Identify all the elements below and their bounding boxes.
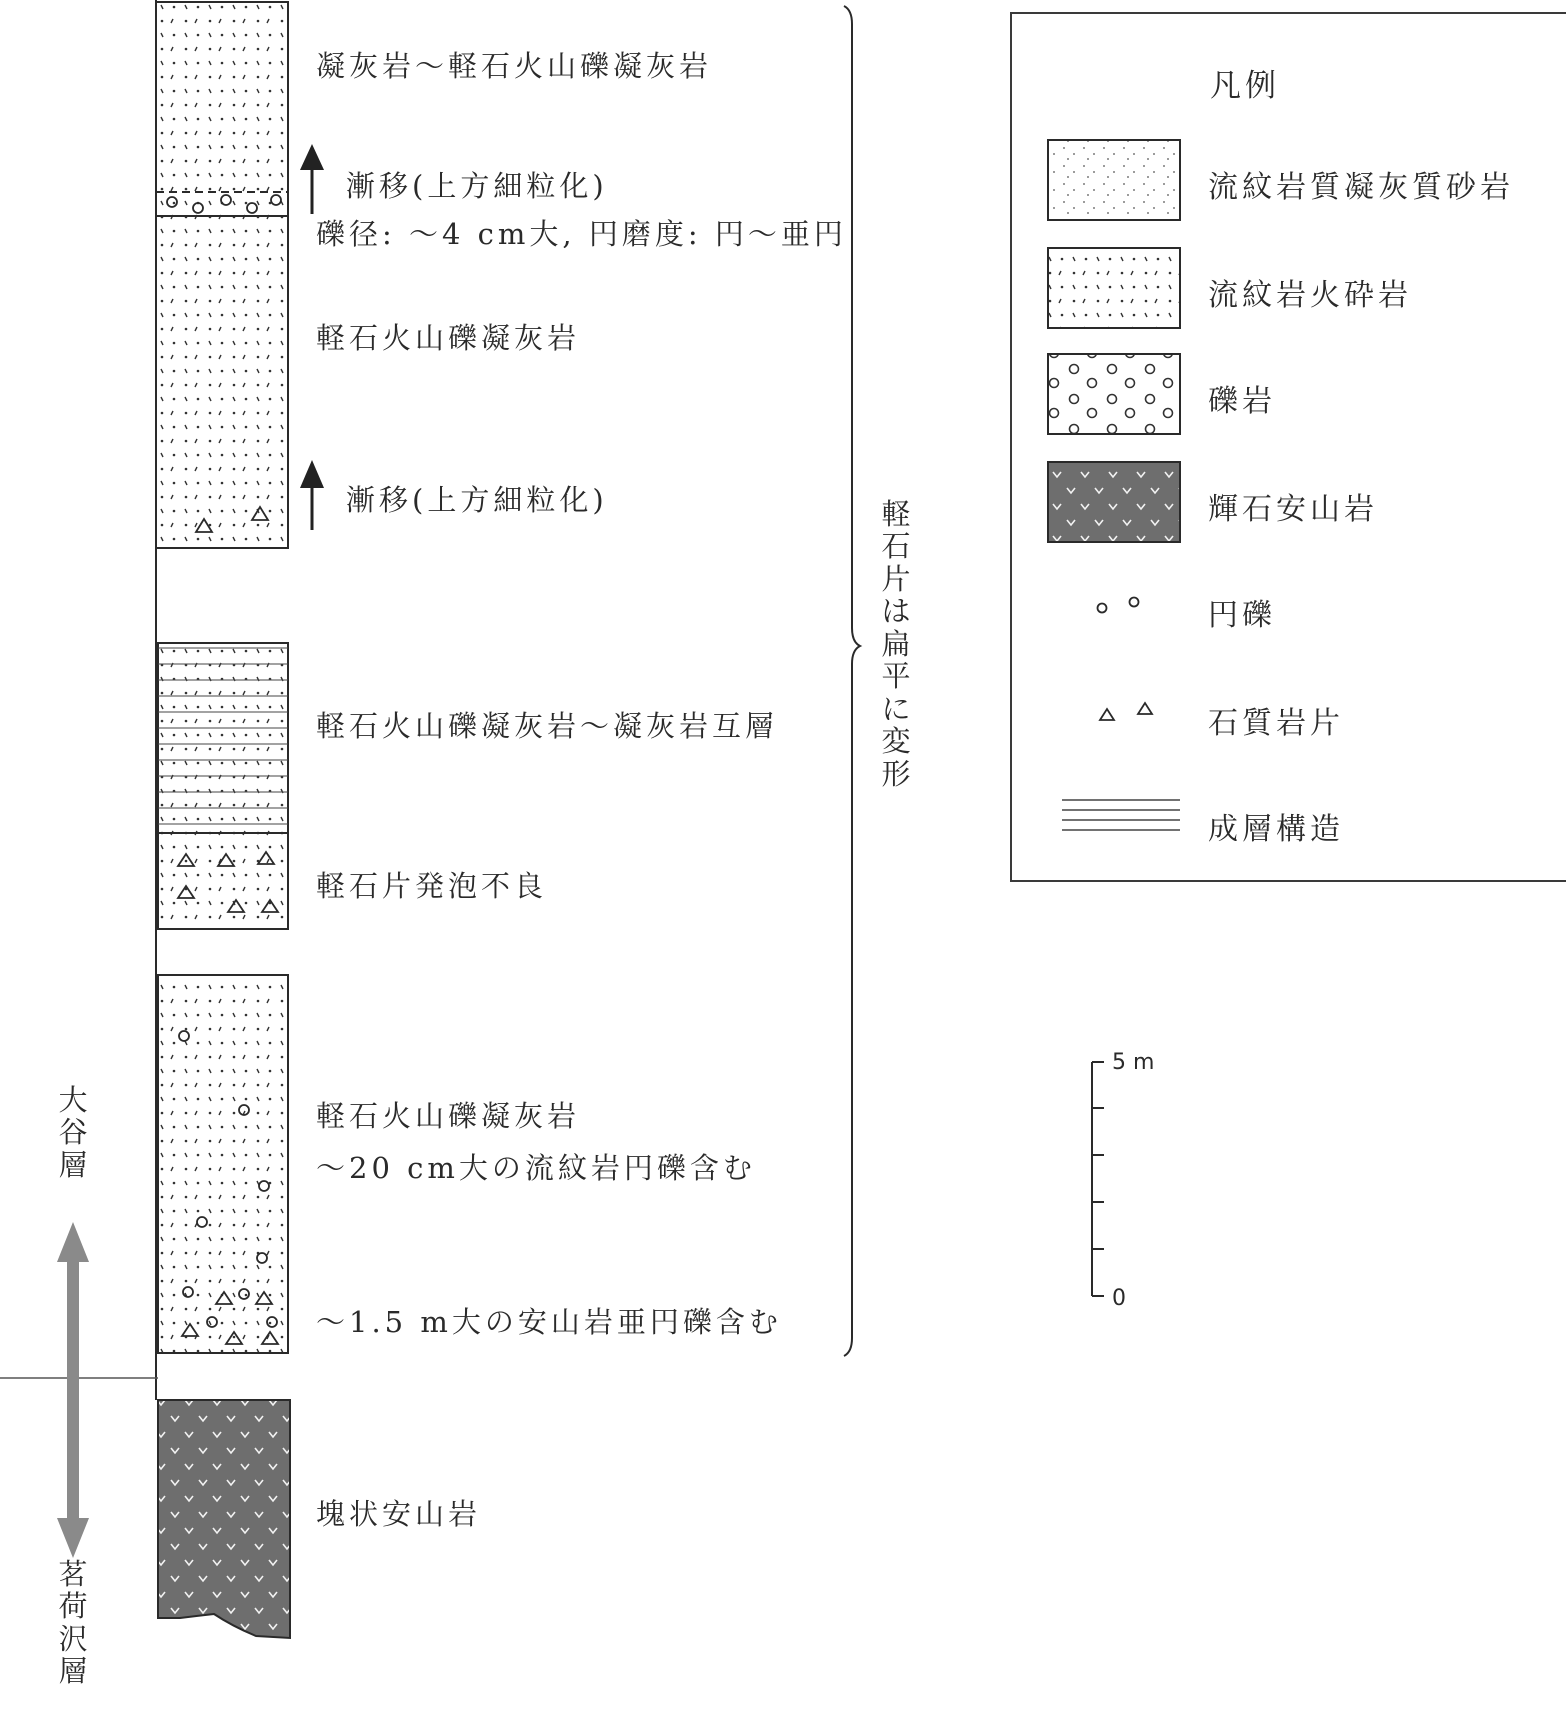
legend-label-round-gravel: 円礫 — [1208, 598, 1276, 633]
unit-label-interbedded: 軽石火山礫凝灰岩～凝灰岩互層 — [316, 709, 779, 743]
legend-label-stratification: 成層構造 — [1208, 812, 1344, 847]
formation-upper-label: 大谷層 — [58, 1083, 88, 1182]
unit-label-gravel-size: 礫径: ～4 cm大, 円磨度: 円～亜円 — [316, 217, 847, 251]
scale-bottom-label: 0 — [1112, 1286, 1126, 1311]
brace-bracket — [844, 6, 860, 1356]
legend-label-rhyolite-pyroclastic: 流紋岩火砕岩 — [1208, 278, 1412, 313]
legend-title: 凡例 — [1210, 68, 1280, 104]
unit-label-pumice-tuff: 軽石火山礫凝灰岩 — [316, 321, 581, 355]
legend-panel — [1010, 12, 1566, 882]
unit-label-top: 凝灰岩～軽石火山礫凝灰岩 — [316, 49, 713, 83]
unit-label-pumice-tuff-lower: 軽石火山礫凝灰岩 — [316, 1099, 581, 1133]
unit-label-transition-1: 漸移(上方細粒化) — [346, 169, 608, 203]
unit-label-andesite-gravel: ～1.5 m大の安山岩亜円礫含む — [316, 1305, 782, 1339]
unit-massive-andesite — [158, 1400, 290, 1638]
unit-label-poor-vesiculation: 軽石片発泡不良 — [316, 869, 548, 903]
bracket-note: 軽石片は扁平に変形 — [881, 497, 911, 791]
unit-poor-vesiculation — [158, 833, 288, 929]
unit-label-andesite: 塊状安山岩 — [316, 1497, 482, 1531]
fining-upward-arrow-icon-2 — [300, 460, 324, 530]
unit-pumice-tuff-lower — [158, 975, 288, 1353]
scale-bar — [1092, 1062, 1104, 1296]
formation-lower-label: 茗荷沢層 — [58, 1557, 88, 1689]
legend-label-rhyolitic-tuffaceous-sandstone: 流紋岩質凝灰質砂岩 — [1208, 170, 1514, 205]
unit-label-transition-2: 漸移(上方細粒化) — [346, 483, 608, 517]
formation-double-arrow-icon — [57, 1222, 89, 1558]
unit-pumice-tuff-upper — [156, 2, 288, 548]
unit-label-rhyolite-gravel: ～20 cm大の流紋岩円礫含む — [316, 1151, 756, 1185]
legend-label-lithic-fragment: 石質岩片 — [1208, 706, 1344, 741]
legend-label-pyroxene-andesite: 輝石安山岩 — [1208, 492, 1378, 527]
legend-label-conglomerate: 礫岩 — [1208, 384, 1276, 419]
fining-upward-arrow-icon — [300, 144, 324, 214]
scale-top-label: 5 m — [1112, 1050, 1155, 1075]
